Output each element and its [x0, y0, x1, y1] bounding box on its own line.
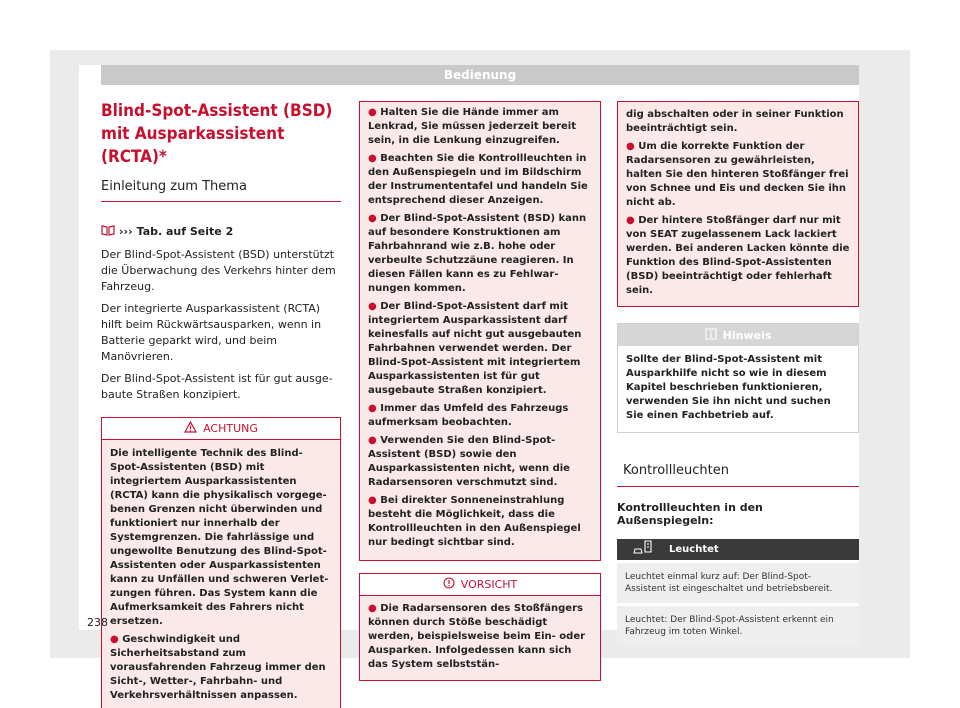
list-item: ● Beachten Sie die Kontrollleuchten in den Außenspiegeln und im Bildschirm der Instrumententafel und handeln Sie entsprechend dieser Anzeigen. [368, 153, 588, 206]
list-item: ● Die Radarsensoren des Stoßfängers können durch Stöße beschädigt werden, beispielsweise beim Ein- oder Ausparken. Infolgedessen kann sich das System selbststän- [368, 603, 586, 670]
list-item: ● Verwenden Sie den Blind-Spot-Assistent (BSD) sowie den Ausparkassistenten nicht, wenn die Radarsensoren verschmutzt sind. [368, 435, 570, 488]
warning-triangle-icon [184, 421, 197, 436]
warning-text: Die intelligente Technik des Blind-Spot-Assistenten (BSD) mit integriertem Ausparkassistenten (RCTA) kann die physikalisch vorgegebenen Grenzen nicht überwinden und funktioniert nur innerhalb der Systemgrenzen. Die fahrlässige und ungewollte Benutzung des Blind-Spot-Assistenten oder Ausparkassistenten kann zu Unfällen und schweren Verletzungen führen. Das System kann die Aufmerksamkeit des Fahrers nicht ersetzen. [110, 448, 329, 627]
list-item: ● Der Blind-Spot-Assistent darf mit integriertem Ausparkassistent darf keinesfalls auf nicht gut ausgebauten Fahrbahnen verwendet werden. Der Blind-Spot-Assistent mit integriertem Ausparkassistenten ist für gut ausgebaute Straßen konzipiert. [368, 301, 582, 396]
paragraph: Der Blind-Spot-Assistent ist für gut ausgebaute Straßen konzipiert. [101, 372, 333, 401]
caution-label: VORSICHT [460, 578, 518, 591]
caution-box-continued [617, 101, 859, 307]
info-icon [705, 328, 717, 343]
warning-box [101, 417, 341, 708]
list-item: ● Der hintere Stoßfänger darf nur mit von SEAT zugelassenem Lack lackiert werden. Bei anderen Lacken könnte die Funktion des Blind-Spot-Assistenten (BSD) beeinträchtigt oder fehlerhaft sein. [626, 215, 850, 296]
blind-spot-mirror-icon [633, 548, 653, 559]
ref-arrows: ››› [119, 225, 133, 238]
table-row [617, 604, 859, 646]
ref-text: Tab. auf Seite 2 [136, 225, 234, 238]
hint-text: Sollte der Blind-Spot-Assistent mit Ausparkhilfe nicht so wie in diesem Kapitel beschrieben funktionieren, verwenden Sie ihn nicht und suchen Sie einen Fachbetrieb auf. [626, 354, 831, 421]
list-item: ● Bei direkter Sonneneinstrahlung besteht die Möglichkeit, dass die Kontrollleuchten in den Außenspiegel nur bedingt sichtbar sind. [368, 495, 581, 548]
chapter-subtitle: Einleitung zum Thema [101, 179, 341, 202]
hint-box [617, 323, 859, 433]
column-1 [101, 100, 341, 708]
warning-box-continued [359, 101, 601, 561]
table-header-row [617, 539, 859, 561]
chapter-title: Blind-Spot-Assistent (BSD) mit Ausparkassistent (RCTA)* [101, 101, 333, 167]
caution-header [360, 574, 600, 596]
caution-circle-icon [443, 577, 455, 592]
paragraph: Der integrierte Ausparkassistent (RCTA) hilft beim Rückwärtsausparken, wenn in Batterie geparkt wird, und beim Manövrieren. [101, 302, 322, 363]
list-item: ● Halten Sie die Hände immer am Lenkrad, Sie müssen jederzeit bereit sein, in die Lenkung einzugreifen. [368, 107, 576, 146]
paragraph: Der Blind-Spot-Assistent (BSD) unterstützt die Überwachung des Verkehrs hinter dem Fahrzeug. [101, 248, 336, 293]
table-reference[interactable] [101, 224, 341, 239]
caution-box [359, 573, 601, 681]
list-item: ● Immer das Umfeld des Fahrzeugs aufmerksam beobachten. [368, 403, 569, 428]
list-item: ● Der Blind-Spot-Assistent (BSD) kann auf besondere Konstruktionen am Fahrbahnrand wie z.B. hohe oder verbeulte Schutzzäune reagieren. In diesen Fällen kann es zu Fehlwarnungen kommen. [368, 213, 587, 294]
section-header: Bedienung [101, 65, 859, 85]
caution-body [618, 102, 858, 306]
column-2 [359, 101, 601, 681]
table-row [617, 561, 859, 604]
hint-label: Hinweis [722, 328, 772, 342]
warning-header [102, 418, 340, 440]
hint-header [618, 324, 858, 346]
warning-bullet: ● Geschwindigkeit und Sicherheitsabstand zum vorausfahrenden Fahrzeug immer den Sicht-, Wetter-, Fahrbahn- und Verkehrsverhältnissen anpassen. [110, 634, 326, 701]
table-header-label: Leuchtet [669, 539, 859, 561]
section-heading: Kontrollleuchten [617, 463, 859, 487]
page-number: 238 [87, 616, 108, 629]
column-3 [617, 101, 859, 646]
section-subheading: Kontrollleuchten in den Außenspiegeln: [617, 501, 763, 527]
warning-label: ACHTUNG [203, 422, 258, 435]
book-icon [101, 224, 115, 239]
indicator-table [617, 539, 859, 646]
caution-text: dig abschalten oder in seiner Funktion beeinträchtigt sein. [626, 109, 844, 134]
table-cell: Leuchtet einmal kurz auf: Der Blind-Spot-Assistent ist eingeschaltet und betriebsbereit. [617, 561, 859, 604]
caution-body [360, 596, 600, 680]
warning-body [102, 440, 340, 708]
table-cell: Leuchtet: Der Blind-Spot-Assistent erkennt ein Fahrzeug im toten Winkel. [617, 604, 859, 646]
list-item: ● Um die korrekte Funktion der Radarsensoren zu gewährleisten, halten Sie den hinteren Stoßfänger frei von Schnee und Eis und decken Sie ihn nicht ab. [626, 141, 849, 208]
table-header-icon-cell [617, 539, 669, 561]
warning-bullets [360, 102, 600, 560]
